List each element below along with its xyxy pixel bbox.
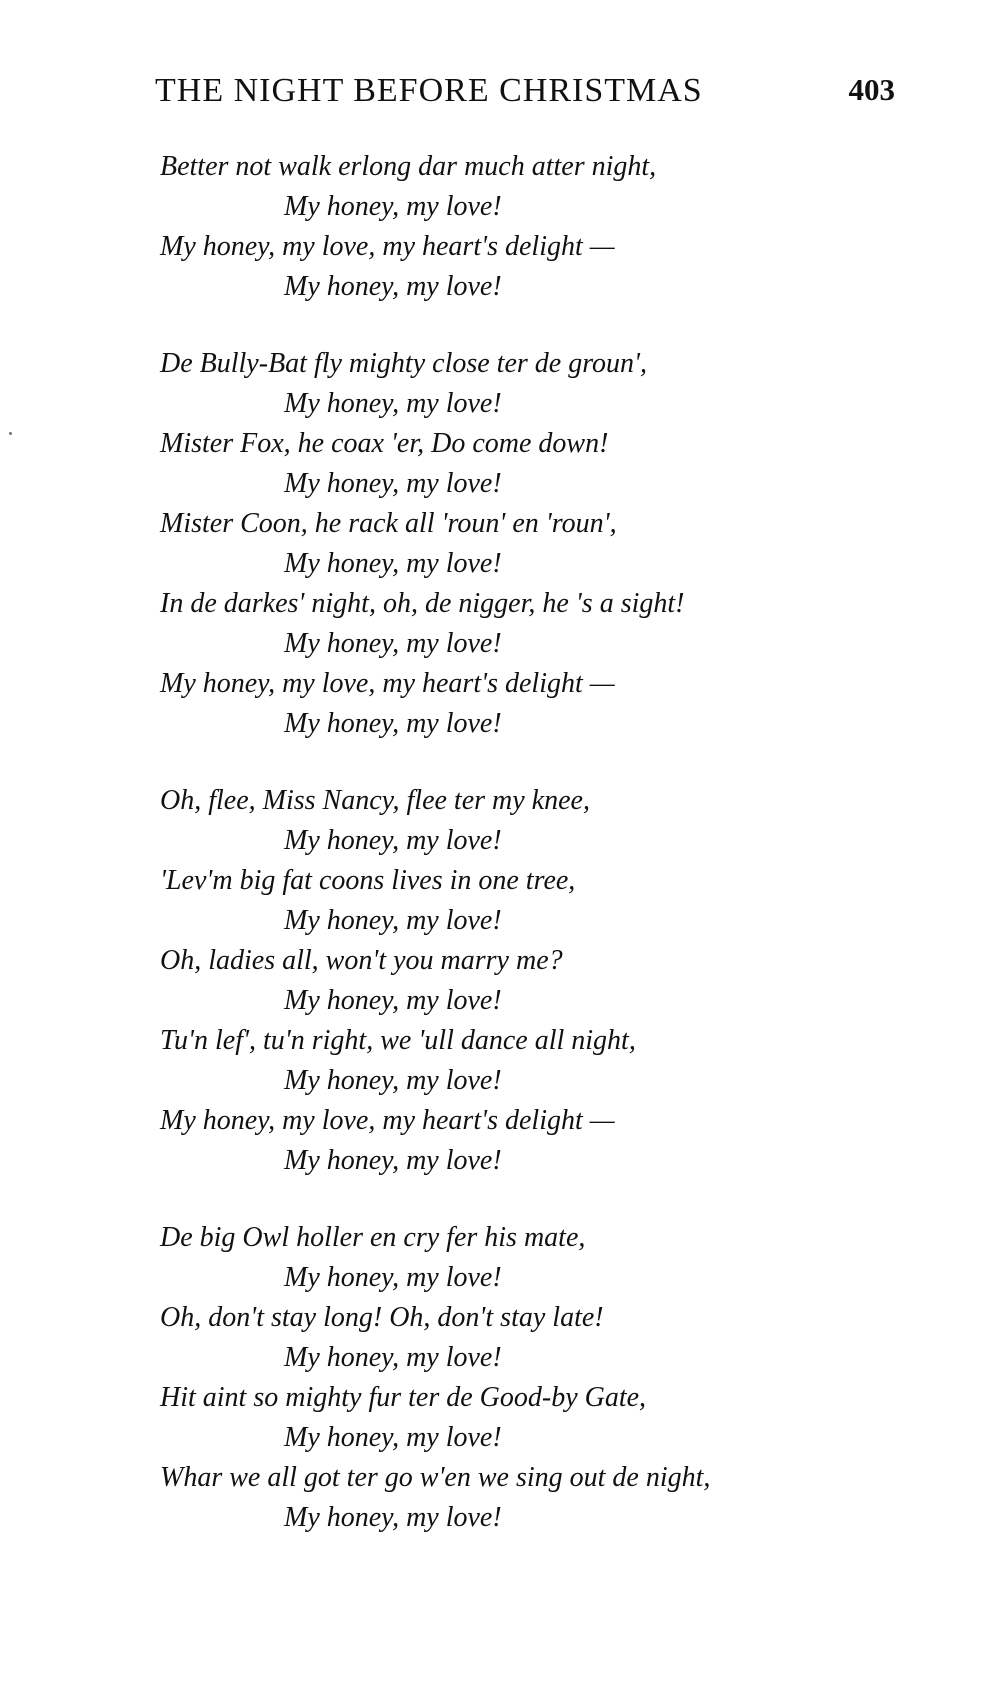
refrain-line: My honey, my love! xyxy=(284,468,502,499)
poem-body xyxy=(160,147,940,1575)
refrain-line: My honey, my love! xyxy=(284,708,502,739)
verse-line: Mister Coon, he rack all 'roun' en 'roun', xyxy=(160,508,617,539)
stanza xyxy=(160,344,940,744)
verse-line: Hit aint so mighty fur ter de Good-by Gate, xyxy=(160,1382,647,1413)
verse-line: De Bully-Bat fly mighty close ter de groun', xyxy=(160,348,648,379)
page-header xyxy=(155,72,895,122)
verse-line: Better not walk erlong dar much atter night, xyxy=(160,151,657,182)
verse-line: 'Lev'm big fat coons lives in one tree, xyxy=(160,865,576,896)
margin-speck xyxy=(9,432,12,435)
verse-line: Oh, flee, Miss Nancy, flee ter my knee, xyxy=(160,785,590,816)
refrain-line: My honey, my love! xyxy=(284,1502,502,1533)
refrain-line: My honey, my love! xyxy=(284,548,502,579)
refrain-line: My honey, my love! xyxy=(284,1342,502,1373)
refrain-line: My honey, my love! xyxy=(284,825,502,856)
verse-line: Tu'n lef', tu'n right, we 'ull dance all night, xyxy=(160,1025,636,1056)
verse-line: Oh, don't stay long! Oh, don't stay late! xyxy=(160,1302,604,1333)
page-number: 403 xyxy=(848,72,895,107)
refrain-line: My honey, my love! xyxy=(284,271,502,302)
verse-line: De big Owl holler en cry fer his mate, xyxy=(160,1222,586,1253)
refrain-line: My honey, my love! xyxy=(284,628,502,659)
verse-line: My honey, my love, my heart's delight — xyxy=(160,231,615,262)
verse-line: Whar we all got ter go w'en we sing out de night, xyxy=(160,1462,711,1493)
refrain-line: My honey, my love! xyxy=(284,388,502,419)
stanza xyxy=(160,147,940,307)
refrain-line: My honey, my love! xyxy=(284,1262,502,1293)
running-title: THE NIGHT BEFORE CHRISTMAS xyxy=(155,72,703,109)
stanza xyxy=(160,781,940,1181)
refrain-line: My honey, my love! xyxy=(284,1422,502,1453)
verse-line: In de darkes' night, oh, de nigger, he 's a sight! xyxy=(160,588,685,619)
refrain-line: My honey, my love! xyxy=(284,1065,502,1096)
stanza xyxy=(160,1218,940,1538)
verse-line: Oh, ladies all, won't you marry me? xyxy=(160,945,563,976)
refrain-line: My honey, my love! xyxy=(284,191,502,222)
verse-line: My honey, my love, my heart's delight — xyxy=(160,1105,615,1136)
verse-line: My honey, my love, my heart's delight — xyxy=(160,668,615,699)
refrain-line: My honey, my love! xyxy=(284,905,502,936)
refrain-line: My honey, my love! xyxy=(284,1145,502,1176)
verse-line: Mister Fox, he coax 'er, Do come down! xyxy=(160,428,609,459)
refrain-line: My honey, my love! xyxy=(284,985,502,1016)
